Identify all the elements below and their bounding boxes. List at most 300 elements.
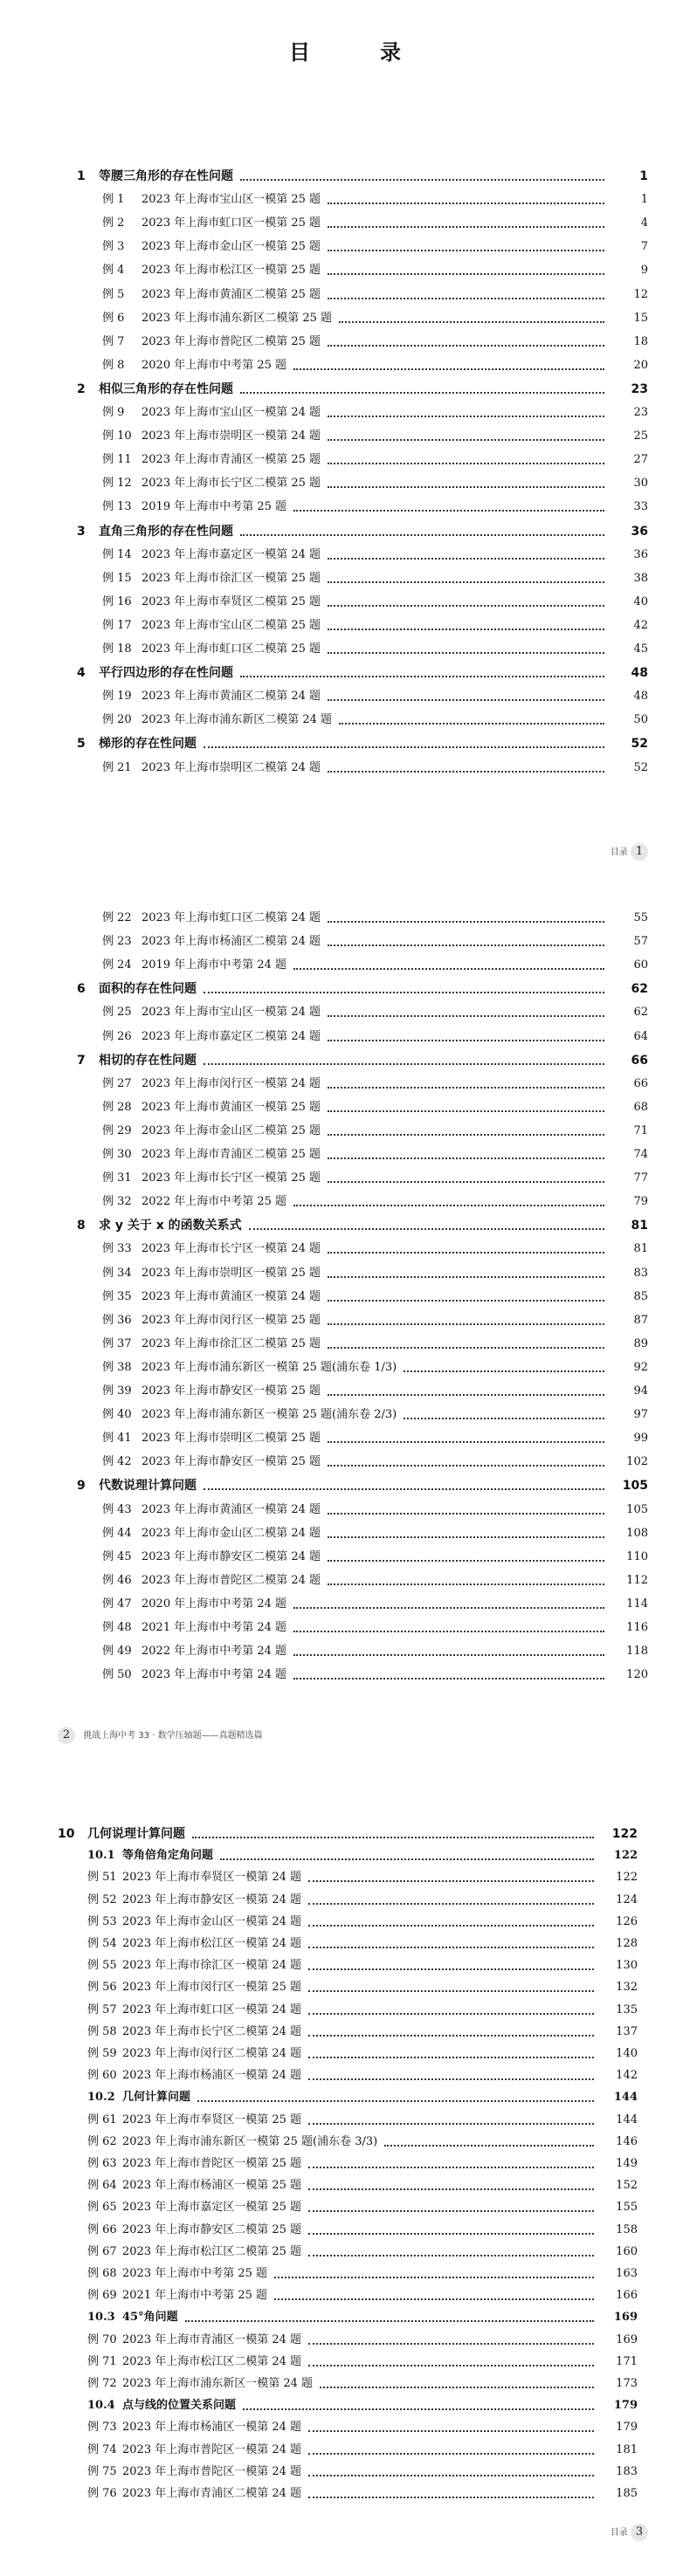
toc-entry[interactable] (0, 2352, 690, 2373)
toc-entry[interactable] (0, 1310, 690, 1331)
toc-entry[interactable] (0, 955, 690, 976)
page-ref: 9 (640, 264, 648, 278)
example-source: 2023 年上海市金山区一模第 24 题 (122, 1914, 302, 1928)
dot-leader (339, 321, 604, 323)
toc-chapter[interactable] (0, 166, 690, 187)
dot-leader (404, 1370, 604, 1372)
example-label: 例 58 (87, 2024, 117, 2038)
dot-leader (328, 1583, 604, 1585)
example-label: 例 31 (102, 1171, 132, 1185)
toc-entry[interactable] (0, 2044, 690, 2064)
example-label: 例 38 (102, 1360, 132, 1374)
chapter-number: 7 (77, 1053, 86, 1068)
toc-entry[interactable] (0, 2197, 690, 2218)
page-ref: 135 (616, 2002, 638, 2016)
toc-entry[interactable] (0, 237, 690, 258)
page-ref: 142 (616, 2069, 638, 2083)
example-source: 2023 年上海市中考第 25 题 (122, 2267, 268, 2280)
page-ref: 85 (633, 1289, 648, 1303)
toc-entry[interactable] (0, 1500, 690, 1521)
page-ref: 89 (633, 1336, 648, 1350)
example-source: 2020 年上海市中考第 25 题 (141, 358, 287, 372)
dot-leader (328, 1015, 604, 1017)
example-source: 2023 年上海市黄浦区二模第 24 题 (141, 690, 321, 704)
toc-entry[interactable] (0, 1074, 690, 1095)
toc-entry[interactable] (0, 1287, 690, 1308)
example-source: 2023 年上海市虹口区二模第 24 题 (141, 911, 321, 924)
dot-leader (185, 2320, 594, 2322)
toc-entry[interactable] (0, 1547, 690, 1568)
toc-entry[interactable] (0, 1934, 690, 1954)
toc-entry[interactable] (0, 1641, 690, 1662)
toc-entry[interactable] (0, 908, 690, 929)
toc-entry[interactable] (0, 615, 690, 636)
example-source: 2023 年上海市杨浦区一模第 24 题 (122, 2421, 302, 2435)
page-ref: 124 (616, 1893, 638, 1906)
page-ref: 171 (616, 2354, 638, 2368)
dot-leader (328, 345, 604, 347)
example-source: 2023 年上海市闵行区一模第 25 题 (141, 1313, 321, 1327)
toc-entry[interactable] (0, 1121, 690, 1142)
dot-leader (308, 2365, 594, 2366)
toc-entry[interactable] (0, 1955, 690, 1976)
toc-entry[interactable] (0, 1027, 690, 1048)
toc-entry[interactable] (0, 2440, 690, 2461)
page-ref: 92 (633, 1360, 648, 1374)
dot-leader (328, 486, 604, 488)
dot-leader (328, 1040, 604, 1041)
example-label: 例 47 (102, 1597, 132, 1611)
toc-entry[interactable] (0, 1263, 690, 1284)
toc-chapter[interactable] (0, 521, 690, 542)
example-label: 例 7 (102, 334, 125, 348)
toc-entry[interactable] (0, 1428, 690, 1449)
example-label: 例 75 (87, 2464, 117, 2478)
toc-entry[interactable] (0, 260, 690, 281)
example-label: 例 33 (102, 1242, 132, 1256)
page-ref: 57 (633, 935, 648, 949)
example-source: 2023 年上海市普陀区一模第 24 题 (122, 2464, 302, 2478)
example-label: 例 73 (87, 2421, 117, 2435)
page-ref: 144 (616, 2112, 638, 2126)
example-source: 2023 年上海市宝山区一模第 24 题 (141, 406, 321, 419)
page-ref: 48 (631, 666, 648, 681)
example-source: 2023 年上海市奉贤区二模第 25 题 (141, 594, 321, 608)
toc-entry[interactable] (0, 189, 690, 210)
example-label: 例 44 (102, 1526, 132, 1540)
toc-entry[interactable] (0, 1168, 690, 1189)
toc-entry[interactable] (0, 2285, 690, 2306)
page-ref: 181 (616, 2442, 638, 2456)
example-label: 例 72 (87, 2377, 117, 2390)
dot-leader (249, 1228, 604, 1230)
page-ref: 122 (616, 1871, 638, 1885)
example-source: 2023 年上海市青浦区一模第 24 题 (122, 2332, 302, 2346)
toc-entry[interactable] (0, 332, 690, 353)
toc-entry[interactable] (0, 710, 690, 731)
dot-leader (328, 1536, 604, 1538)
toc-entry[interactable] (0, 1867, 690, 1888)
chapter-title: 直角三角形的存在性问题 (99, 524, 233, 539)
toc-chapter[interactable] (0, 1050, 690, 1071)
page-number: 3 (631, 2524, 648, 2541)
example-source: 2023 年上海市虹口区一模第 24 题 (122, 2002, 302, 2016)
page-ref: 23 (633, 406, 648, 419)
toc-section[interactable] (0, 2087, 690, 2108)
toc-entry[interactable] (0, 473, 690, 494)
toc-entry[interactable] (0, 2175, 690, 2196)
example-source: 2023 年上海市静安区一模第 24 题 (122, 1893, 302, 1906)
toc-entry[interactable] (0, 1452, 690, 1473)
example-label: 例 50 (102, 1668, 132, 1682)
page-ref: 102 (626, 1455, 648, 1469)
example-label: 例 68 (87, 2267, 117, 2280)
example-label: 例 37 (102, 1336, 132, 1350)
example-label: 例 27 (102, 1076, 132, 1090)
dot-leader (328, 1394, 604, 1396)
page-ref: 66 (631, 1053, 648, 1068)
toc-entry[interactable] (0, 2110, 690, 2131)
example-source: 2023 年上海市松江区二模第 25 题 (122, 2244, 302, 2258)
chapter-title: 梯形的存在性问题 (99, 737, 197, 752)
toc-section[interactable] (0, 2395, 690, 2416)
toc-entry[interactable] (0, 2263, 690, 2284)
page-ref: 55 (633, 911, 648, 924)
example-source: 2023 年上海市静安区一模第 25 题 (141, 1384, 321, 1398)
dot-leader (328, 439, 604, 441)
toc-entry[interactable] (0, 2065, 690, 2086)
dot-leader (204, 992, 604, 993)
example-label: 例 22 (102, 911, 132, 924)
toc-entry[interactable] (0, 1002, 690, 1023)
dot-leader (308, 2035, 594, 2037)
toc-entry[interactable] (0, 639, 690, 660)
dot-leader (240, 392, 604, 394)
page-ref: 74 (633, 1148, 648, 1161)
example-label: 例 2 (102, 216, 125, 230)
page-ref: 30 (633, 477, 648, 491)
toc-chapter[interactable] (0, 979, 690, 999)
example-source: 2023 年上海市青浦区一模第 25 题 (141, 453, 321, 467)
dot-leader (240, 179, 604, 181)
example-label: 例 21 (102, 760, 132, 774)
toc-entry[interactable] (0, 2220, 690, 2241)
page-ref: 25 (633, 429, 648, 443)
example-source: 2023 年上海市杨浦区一模第 24 题 (122, 2069, 302, 2083)
chapter-number: 10 (58, 1827, 75, 1841)
page-ref: 132 (616, 1981, 638, 1995)
example-source: 2023 年上海市宝山区一模第 25 题 (141, 193, 321, 207)
page-ref: 45 (633, 642, 648, 656)
toc-entry[interactable] (0, 2373, 690, 2394)
toc-entry[interactable] (0, 1570, 690, 1591)
toc-entry[interactable] (0, 1334, 690, 1355)
page-ref: 130 (616, 1959, 638, 1973)
toc-chapter[interactable] (0, 1475, 690, 1496)
example-source: 2019 年上海市中考第 25 题 (141, 500, 287, 514)
page-ref: 62 (633, 1006, 648, 1020)
toc-entry[interactable] (0, 2000, 690, 2021)
example-label: 例 54 (87, 1937, 117, 1950)
example-label: 例 41 (102, 1432, 132, 1446)
page-ref: 97 (633, 1408, 648, 1422)
page-ref: 38 (633, 571, 648, 585)
chapter-title: 平行四边形的存在性问题 (99, 666, 233, 681)
example-source: 2023 年上海市青浦区二模第 24 题 (122, 2487, 302, 2500)
dot-leader (204, 746, 604, 748)
chapter-number: 3 (77, 524, 86, 539)
example-source: 2023 年上海市虹口区二模第 25 题 (141, 642, 321, 656)
example-label: 例 30 (102, 1148, 132, 1161)
page-ref: 120 (626, 1668, 648, 1682)
toc-entry[interactable] (0, 545, 690, 566)
dot-leader (293, 1654, 604, 1656)
page-ref: 62 (631, 982, 648, 997)
dot-leader (328, 1513, 604, 1515)
toc-entry[interactable] (0, 1523, 690, 1544)
dot-leader (308, 1880, 594, 1882)
dot-leader (293, 1205, 604, 1206)
example-source: 2022 年上海市中考第 25 题 (141, 1195, 287, 1209)
page-ref: 15 (633, 311, 648, 325)
toc-chapter[interactable] (0, 1215, 690, 1236)
chapter-number: 6 (77, 982, 86, 997)
toc-entry[interactable] (0, 1977, 690, 1998)
dot-leader (308, 2453, 594, 2455)
example-label: 例 25 (102, 1006, 132, 1020)
toc-chapter[interactable] (0, 1824, 690, 1844)
example-label: 例 63 (87, 2157, 117, 2170)
example-source: 2023 年上海市闵行区一模第 25 题 (122, 1981, 302, 1995)
example-label: 例 69 (87, 2289, 117, 2303)
page-ref: 33 (633, 500, 648, 514)
dot-leader (328, 203, 604, 204)
page-ref: 137 (616, 2024, 638, 2038)
example-source: 2023 年上海市普陀区二模第 24 题 (141, 1573, 321, 1587)
example-source: 2023 年上海市金山区一模第 25 题 (141, 240, 321, 254)
dot-leader (328, 250, 604, 251)
example-source: 2023 年上海市长宁区一模第 24 题 (141, 1242, 321, 1256)
dot-leader (220, 1858, 594, 1860)
section-number: 10.3 (87, 2311, 115, 2325)
toc-entry[interactable] (0, 686, 690, 707)
toc-entry[interactable] (0, 285, 690, 306)
dot-leader (293, 1678, 604, 1680)
toc-entry[interactable] (0, 1912, 690, 1933)
dot-leader (274, 2298, 594, 2300)
example-label: 例 16 (102, 594, 132, 608)
page-ref: 27 (633, 453, 648, 467)
example-label: 例 13 (102, 500, 132, 514)
example-source: 2023 年上海市普陀区一模第 24 题 (122, 2442, 302, 2456)
page-ref: 155 (616, 2201, 638, 2215)
toc-entry[interactable] (0, 2022, 690, 2043)
dot-leader (328, 463, 604, 464)
chapter-title: 等腰三角形的存在性问题 (99, 169, 233, 183)
example-source: 2023 年上海市崇明区一模第 25 题 (141, 1266, 321, 1280)
toc-entry[interactable] (0, 1097, 690, 1118)
toc-entry[interactable] (0, 2483, 690, 2504)
dot-leader (308, 2167, 594, 2168)
toc-entry[interactable] (0, 1357, 690, 1378)
example-label: 例 15 (102, 571, 132, 585)
toc-entry[interactable] (0, 1594, 690, 1615)
example-source: 2023 年上海市静安区二模第 24 题 (141, 1549, 321, 1563)
example-label: 例 19 (102, 690, 132, 704)
dot-leader (308, 2430, 594, 2432)
dot-leader (308, 1990, 594, 1992)
chapter-title: 几何计算问题 (122, 2091, 191, 2105)
example-label: 例 34 (102, 1266, 132, 1280)
example-label: 例 53 (87, 1914, 117, 1928)
toc-entry[interactable] (0, 1144, 690, 1165)
example-label: 例 67 (87, 2244, 117, 2258)
example-source: 2023 年上海市嘉定区一模第 24 题 (141, 547, 321, 561)
example-source: 2023 年上海市黄浦区二模第 25 题 (141, 287, 321, 301)
dot-leader (328, 1441, 604, 1443)
page-ref: 71 (633, 1123, 648, 1137)
dot-leader (197, 2100, 594, 2102)
example-label: 例 32 (102, 1195, 132, 1209)
toc-entry[interactable] (0, 568, 690, 589)
page-ref: 12 (633, 287, 648, 301)
example-label: 例 18 (102, 642, 132, 656)
dot-leader (308, 2475, 594, 2476)
example-source: 2023 年上海市嘉定区一模第 25 题 (122, 2201, 302, 2215)
example-label: 例 48 (102, 1621, 132, 1634)
toc-entry[interactable] (0, 2330, 690, 2351)
example-label: 例 5 (102, 287, 125, 301)
example-label: 例 6 (102, 311, 125, 325)
page-ref: 87 (633, 1313, 648, 1327)
toc-entry[interactable] (0, 450, 690, 471)
dot-leader (328, 416, 604, 417)
toc-entry[interactable] (0, 758, 690, 779)
toc-entry[interactable] (0, 2242, 690, 2263)
example-source: 2023 年上海市中考第 24 题 (141, 1668, 287, 1682)
dot-leader (328, 771, 604, 773)
example-label: 例 74 (87, 2442, 117, 2456)
example-source: 2023 年上海市徐汇区一模第 25 题 (141, 571, 321, 585)
example-source: 2023 年上海市黄浦区一模第 24 题 (141, 1502, 321, 1516)
chapter-title: 相似三角形的存在性问题 (99, 381, 233, 396)
toc-section[interactable] (0, 1845, 690, 1866)
toc-entry[interactable] (0, 497, 690, 518)
example-source: 2023 年上海市徐汇区一模第 24 题 (122, 1959, 302, 1973)
dot-leader (328, 921, 604, 923)
toc-entry[interactable] (0, 1890, 690, 1911)
dot-leader (328, 1300, 604, 1302)
example-source: 2023 年上海市松江区二模第 24 题 (122, 2354, 302, 2368)
page-ref: 179 (616, 2421, 638, 2435)
page-ref: 36 (631, 524, 648, 539)
chapter-number: 5 (77, 737, 86, 752)
toc-entry[interactable] (0, 1618, 690, 1638)
example-source: 2023 年上海市长宁区二模第 25 题 (141, 477, 321, 491)
example-label: 例 56 (87, 1981, 117, 1995)
example-label: 例 65 (87, 2201, 117, 2215)
chapter-number: 4 (77, 666, 86, 681)
dot-leader (293, 368, 604, 370)
toc-chapter[interactable] (0, 379, 690, 400)
chapter-title: 几何说理计算问题 (87, 1827, 185, 1841)
page-ref: 169 (616, 2332, 638, 2346)
toc-entry[interactable] (0, 2462, 690, 2483)
chapter-number: 8 (77, 1219, 86, 1233)
example-source: 2023 年上海市金山区二模第 25 题 (141, 1123, 321, 1137)
toc-entry[interactable] (0, 308, 690, 329)
dot-leader (308, 1925, 594, 1927)
chapter-number: 9 (77, 1479, 86, 1494)
example-source: 2023 年上海市嘉定区二模第 24 题 (141, 1029, 321, 1043)
page-ref: 7 (640, 240, 648, 254)
toc-entry[interactable] (0, 355, 690, 376)
toc-chapter[interactable] (0, 733, 690, 754)
example-source: 2023 年上海市闵行区一模第 24 题 (141, 1076, 321, 1090)
toc-entry[interactable] (0, 2132, 690, 2153)
dot-leader (293, 1607, 604, 1609)
example-source: 2023 年上海市普陀区二模第 25 题 (141, 334, 321, 348)
example-source: 2023 年上海市杨浦区一模第 25 题 (122, 2179, 302, 2193)
example-source: 2023 年上海市崇明区二模第 25 题 (141, 1432, 321, 1446)
page-ref: 183 (616, 2464, 638, 2478)
example-label: 例 49 (102, 1645, 132, 1659)
example-source: 2023 年上海市长宁区二模第 24 题 (122, 2024, 302, 2038)
dot-leader (308, 2497, 594, 2498)
toc-entry[interactable] (0, 1192, 690, 1212)
example-label: 例 3 (102, 240, 125, 254)
chapter-number: 2 (77, 381, 86, 396)
toc-entry[interactable] (0, 592, 690, 613)
dot-leader (240, 534, 604, 536)
footer-label: 目录 (610, 848, 628, 857)
dot-leader (328, 945, 604, 946)
example-label: 例 8 (102, 358, 125, 372)
page-ref: 60 (633, 958, 648, 972)
example-label: 例 20 (102, 713, 132, 727)
example-label: 例 55 (87, 1959, 117, 1973)
example-source: 2023 年上海市闵行区二模第 24 题 (122, 2047, 302, 2060)
toc-entry[interactable] (0, 213, 690, 234)
dot-leader (328, 699, 604, 701)
toc-entry[interactable] (0, 1665, 690, 1686)
page-ref: 52 (631, 737, 648, 752)
toc-section[interactable] (0, 2307, 690, 2328)
toc-entry[interactable] (0, 931, 690, 952)
toc-chapter[interactable] (0, 663, 690, 683)
toc-entry[interactable] (0, 426, 690, 447)
page-ref: 81 (633, 1242, 648, 1256)
dot-leader (328, 558, 604, 560)
example-source: 2023 年上海市奉贤区一模第 25 题 (122, 2112, 302, 2126)
dot-leader (192, 1837, 594, 1838)
toc-entry[interactable] (0, 1239, 690, 1260)
page-ref: 149 (616, 2157, 638, 2170)
toc-entry[interactable] (0, 2417, 690, 2438)
toc-entry[interactable] (0, 402, 690, 423)
toc-entry[interactable] (0, 2154, 690, 2174)
example-source: 2023 年上海市松江区一模第 24 题 (122, 1937, 302, 1950)
toc-entry[interactable] (0, 1381, 690, 1402)
page-ref: 52 (633, 760, 648, 774)
toc-entry[interactable] (0, 1405, 690, 1425)
page-ref: 79 (633, 1195, 648, 1209)
dot-leader (328, 1560, 604, 1562)
page-ref: 83 (633, 1266, 648, 1280)
chapter-title: 相切的存在性问题 (99, 1053, 197, 1068)
page-ref: 173 (616, 2377, 638, 2390)
page-ref: 42 (633, 618, 648, 632)
